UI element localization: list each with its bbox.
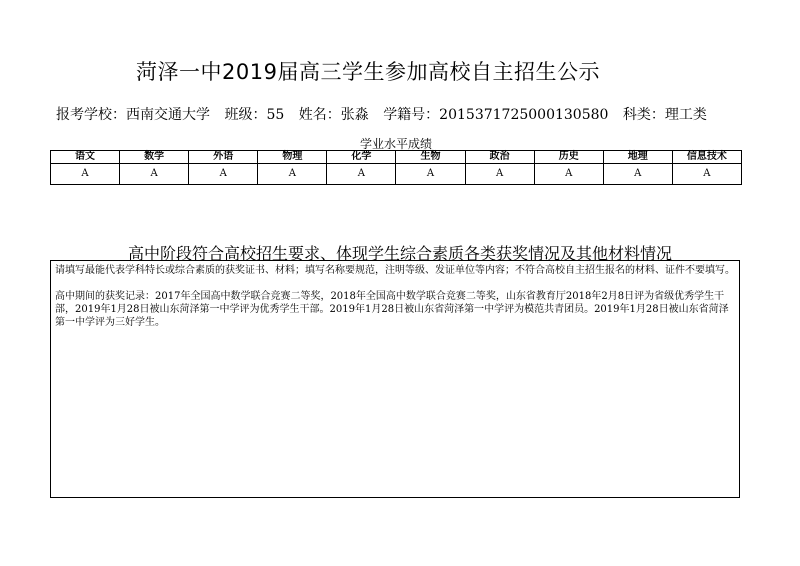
info-category: 科类：理工类 (622, 107, 707, 123)
scores-header-row (51, 151, 742, 164)
subject-header: 语文 (51, 151, 120, 164)
subject-header: 信息技术 (672, 151, 741, 164)
awards-record: 高中期间的获奖记录：2017年全国高中数学联合竞赛二等奖，2018年全国高中数学联合竞赛二等奖，山东省教育厅2018年2月8日评为省级优秀学生干部，2019年1月28日被山东菏泽第一中学评为优秀学生干部。2019年1月28日被山东省菏泽第一中学评为模范共青团员。2019年1月28日被山东省菏泽第一中学评为三好学生。 (55, 291, 729, 328)
subject-header: 地理 (603, 151, 672, 164)
grade-cell: A (672, 164, 741, 185)
grade-cell: A (534, 164, 603, 185)
subject-header: 外语 (189, 151, 258, 164)
grade-cell: A (51, 164, 120, 185)
subject-header: 政治 (465, 151, 534, 164)
scores-value-row (51, 164, 742, 185)
grade-cell: A (603, 164, 672, 185)
grade-cell: A (189, 164, 258, 185)
page-title: 菏泽一中2019届高三学生参加高校自主招生公示 (136, 60, 600, 84)
grade-cell: A (327, 164, 396, 185)
awards-box (50, 260, 740, 498)
grade-cell: A (258, 164, 327, 185)
awards-instructions: 请填写最能代表学科特长或综合素质的获奖证书、材料；填写名称要规范，注明等级、发证单位等内容；不符合高校自主招生报名的材料、证件不要填写。 (55, 265, 735, 276)
info-student-id: 学籍号：2015371725000130580 (383, 107, 609, 123)
subject-header: 数学 (120, 151, 189, 164)
student-info (56, 104, 717, 124)
subject-header: 物理 (258, 151, 327, 164)
info-name: 姓名：张淼 (298, 107, 369, 123)
scores-caption: 学业水平成绩 (359, 137, 432, 151)
info-class: 班级：55 (224, 107, 285, 123)
scores-table (50, 150, 742, 185)
subject-header: 历史 (534, 151, 603, 164)
grade-cell: A (465, 164, 534, 185)
subject-header: 化学 (327, 151, 396, 164)
awards-section-title: 高中阶段符合高校招生要求、体现学生综合素质各类获奖情况及其他材料情况 (127, 244, 672, 263)
subject-header: 生物 (396, 151, 465, 164)
grade-cell: A (396, 164, 465, 185)
grade-cell: A (120, 164, 189, 185)
info-school: 报考学校：西南交通大学 (56, 107, 210, 123)
